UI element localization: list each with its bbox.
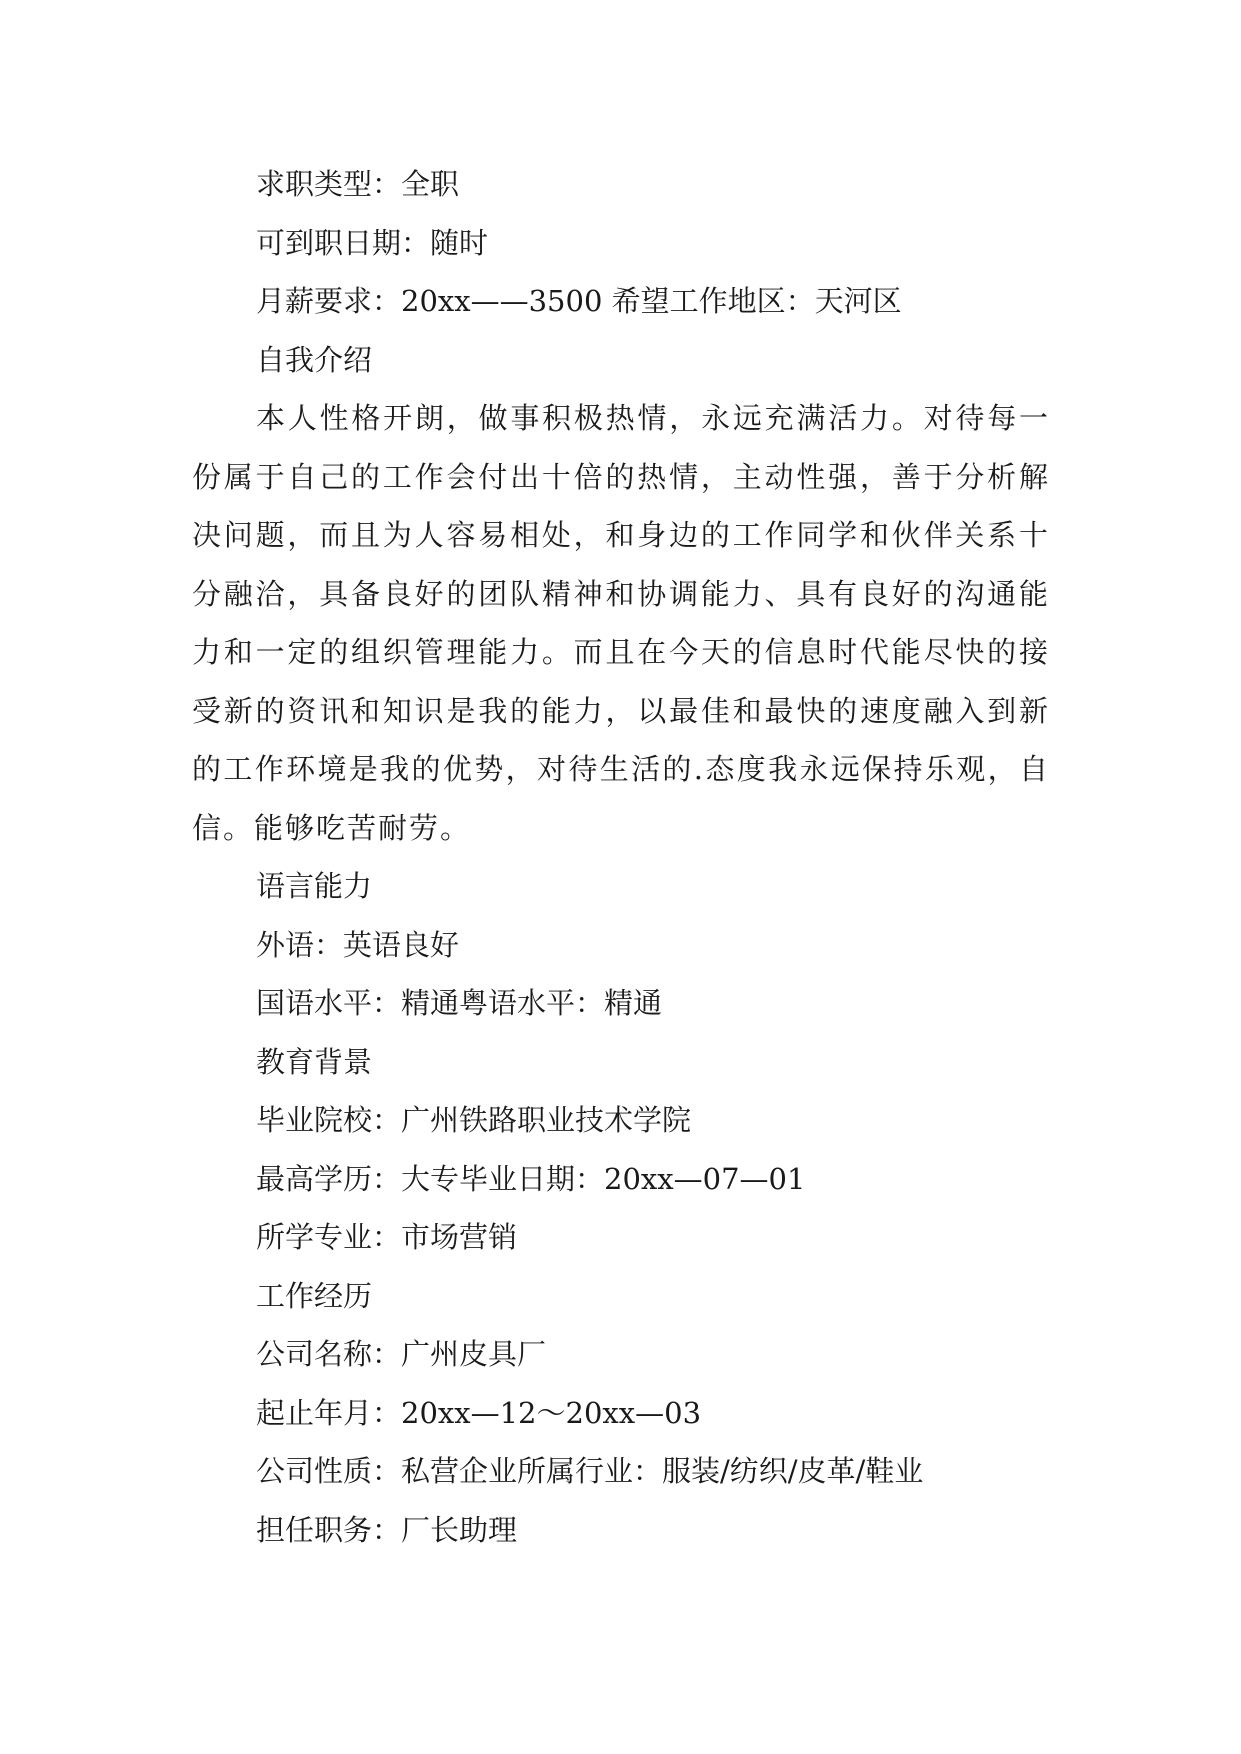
resume-body bbox=[192, 155, 1050, 1559]
job-type-line: 求职类型：全职 bbox=[256, 167, 460, 201]
mandarin-cantonese-line: 国语水平：精通粤语水平：精通 bbox=[256, 986, 663, 1020]
work-heading: 工作经历 bbox=[256, 1278, 373, 1313]
period-line: 起止年月：20xx—12～20xx—03 bbox=[256, 1395, 702, 1430]
position-line: 担任职务：厂长助理 bbox=[256, 1512, 518, 1547]
education-heading: 教育背景 bbox=[256, 1044, 373, 1079]
foreign-language-line: 外语：英语良好 bbox=[256, 927, 460, 962]
salary-location-line: 月薪要求：20xx——3500 希望工作地区：天河区 bbox=[256, 284, 902, 318]
self-intro-paragraph: 本人性格开朗，做事积极热情，永远充满活力。对待每一份属于自己的工作会付出十倍的热情，主动性强，善于分析解决问题，而且为人容易相处，和身边的工作同学和伙伴关系十分融洽，具备良好的团队精神和协调能力、具有良好的沟通能力和一定的组织管理能力。而且在今天的信息时代能尽快的接受新的资讯和知识是我的能力，以最佳和最快的速度融入到新的工作环境是我的优势，对待生活的.态度我永远保持乐观，自信。能够吃苦耐劳。 bbox=[192, 401, 1050, 845]
company-name-line: 公司名称：广州皮具厂 bbox=[256, 1337, 547, 1371]
company-type-line: 公司性质：私营企业所属行业：服装/纺织/皮革/鞋业 bbox=[256, 1454, 924, 1488]
available-date-line: 可到职日期：随时 bbox=[256, 225, 489, 260]
school-line: 毕业院校：广州铁路职业技术学院 bbox=[256, 1103, 692, 1137]
language-heading: 语言能力 bbox=[256, 869, 373, 903]
self-intro-heading: 自我介绍 bbox=[256, 342, 373, 377]
major-line: 所学专业：市场营销 bbox=[256, 1220, 518, 1254]
degree-line: 最高学历：大专毕业日期：20xx—07—01 bbox=[256, 1161, 806, 1196]
